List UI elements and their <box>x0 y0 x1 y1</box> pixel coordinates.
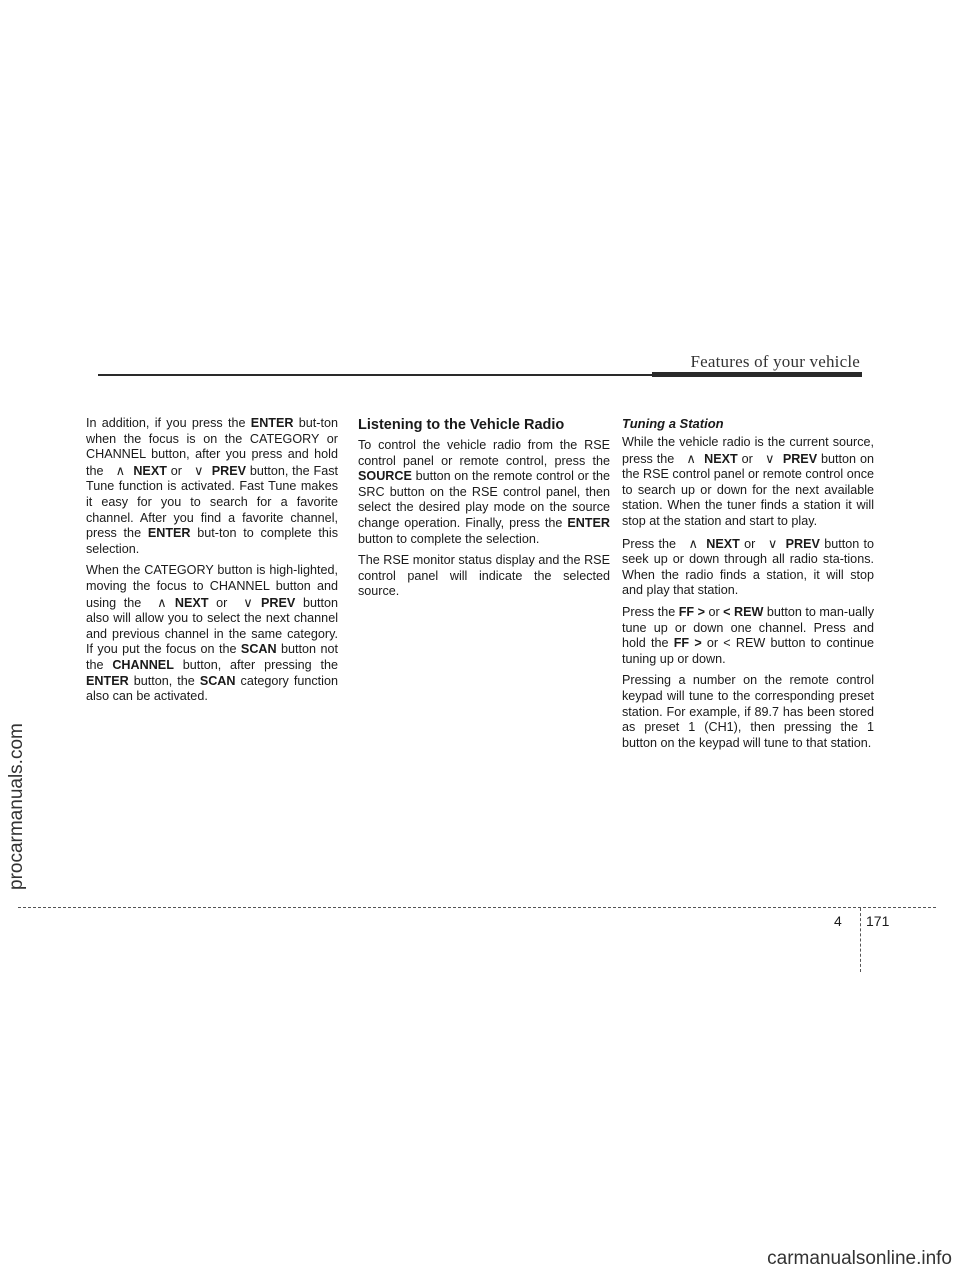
paragraph: Press the FF > or < REW button to man-ually tune up or down one channel. Press and hold the FF > or < REW button to continue tuning up or down. <box>622 604 875 666</box>
column-2 <box>358 416 610 606</box>
column-3 <box>622 416 874 757</box>
up-arrow-icon: ∧ <box>157 594 167 610</box>
paragraph: When the CATEGORY button is high-lighted, moving the focus to CHANNEL button and using the ∧ NEXT or ∨ PREV button also will allow you to select the next channel and previous channel in the same category. If you put the focus on the SCAN button not the CHANNEL button, after pressing the ENTER button, the SCAN category function also can be activated. <box>86 563 338 704</box>
up-arrow-icon: ∧ <box>688 535 699 551</box>
paragraph: The RSE monitor status display and the RSE control panel will indicate the selected source. <box>358 553 610 599</box>
page-number: 171 <box>866 913 890 929</box>
paragraph: In addition, if you press the ENTER but-ton when the focus is on the CATEGORY or CHANNEL button, after you press and hold the ∧ NEXT or ∨ PREV button, the Fast Tune function is activated. Fast Tune makes it easy for you to search for a favorite channel. After you find a favorite channel, press the ENTER but-ton to complete this selection. <box>86 416 338 556</box>
footer-rule <box>18 907 936 908</box>
down-arrow-icon: ∨ <box>767 535 778 551</box>
column-1 <box>86 416 338 711</box>
footer-divider <box>860 908 861 972</box>
heading-vehicle-radio: Listening to the Vehicle Radio <box>358 417 565 433</box>
header-rule-accent <box>652 372 862 377</box>
paragraph: Press the ∧ NEXT or ∨ PREV button to seek up or down through all radio sta-tions. When the radio finds a station, it will stop and play that station. <box>622 535 874 598</box>
paragraph: Pressing a number on the remote control keypad will tune to the corresponding preset station. For example, if 89.7 has been stored as preset 1 (CH1), then pressing the 1 button on the keypad will tune to that station. <box>622 673 874 750</box>
watermark-bottom: carmanualsonline.info <box>767 1248 952 1269</box>
up-arrow-icon: ∧ <box>115 462 126 478</box>
watermark-side: procarmanuals.com <box>6 723 27 890</box>
down-arrow-icon: ∨ <box>765 450 775 466</box>
down-arrow-icon: ∨ <box>193 462 204 478</box>
down-arrow-icon: ∨ <box>243 594 253 610</box>
paragraph: While the vehicle radio is the current source, press the ∧ NEXT or ∨ PREV button on the RSE control panel or remote control once to search up or down for the next available station. When the tuner finds a station it will stop at the station and start to play. <box>622 435 875 528</box>
section-title: Features of your vehicle <box>690 352 860 371</box>
chapter-number: 4 <box>834 913 842 929</box>
subheading-tuning-station: Tuning a Station <box>622 416 724 431</box>
up-arrow-icon: ∧ <box>686 450 696 466</box>
paragraph: To control the vehicle radio from the RSE control panel or remote control, press the SOURCE button on the remote control or the SRC button on the RSE control panel, then select the desired play mode on the source change operation. Finally, press the ENTER button to complete the selection. <box>358 438 610 546</box>
